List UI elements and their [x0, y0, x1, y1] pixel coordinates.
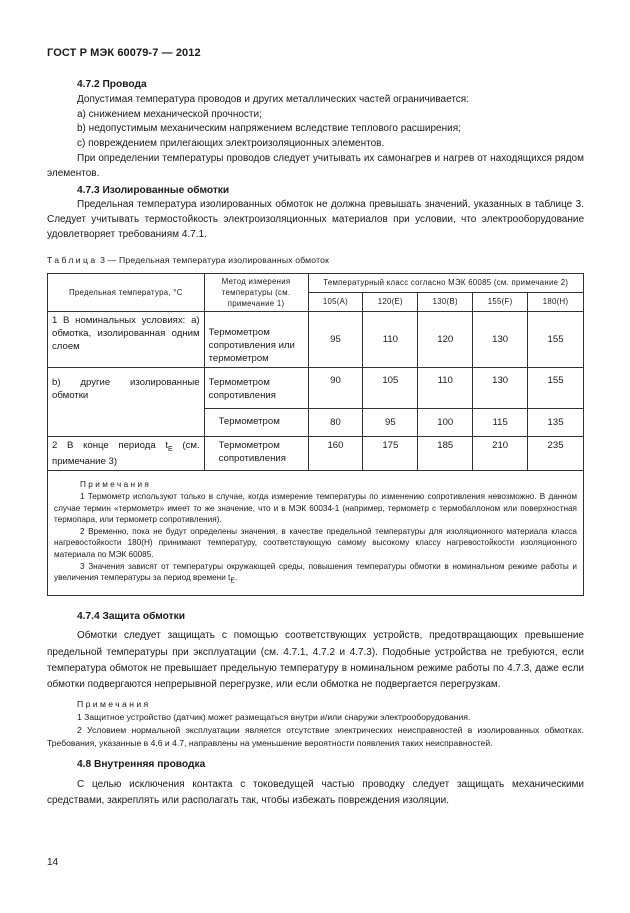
- table-cell: 155: [528, 367, 584, 408]
- list-item-b: b) недопустимым механическим напряжением вследствие теплового расширения;: [77, 123, 461, 135]
- class-header: 180(H): [528, 292, 584, 311]
- row-method: Термометром: [204, 408, 308, 436]
- table-cell: 95: [308, 311, 363, 367]
- section-4-7-4-paragraph: Обмотки следует защищать с помощью соответствующих устройств, предотвращающих превышение предельной температуры при эксплуатации (см. 4.7.1, 4.7.2 и 4.7.3). Подобные устройства не требуются, если температура обмоток не превышает предельную температуру в номинальном режиме работы по 4.7.3, даже если обмотки подвергаются непрерывной перегрузке, или если обмотка не подвергается перегрузкам.: [47, 630, 584, 691]
- note-1: 1 Защитное устройство (датчик) может размещаться внутри и/или снаружи электрооборудования.: [77, 712, 471, 723]
- page-number: 14: [47, 857, 59, 868]
- table-cell: 115: [473, 408, 528, 436]
- row-condition: [48, 436, 205, 471]
- header-limit-temperature: Предельная температура, °С: [48, 273, 205, 311]
- table-cell: 120: [418, 311, 473, 367]
- row-condition: 1 В номинальных условиях: а) обмотка, изолированная одним слоем: [48, 311, 205, 367]
- note-2: 2 Условием нормальной эксплуатации является отсутствие электрических неисправностей в изолированных обмотках. Требования, указанные в 4.6 и 4.7, направлены на уменьшение вероятности появления таких неисправностей.: [47, 725, 584, 749]
- subscript-e: E: [230, 577, 235, 585]
- table-caption: [47, 253, 584, 268]
- table-note-3: [54, 561, 577, 588]
- page-header: ГОСТ Р МЭК 60079-7 — 2012: [47, 47, 201, 59]
- class-header: 155(F): [473, 292, 528, 311]
- section-4-8-title: 4.8 Внутренняя проводка: [77, 759, 206, 771]
- row-method: Термометром сопротивления: [204, 436, 308, 471]
- table-notes: [48, 471, 584, 596]
- section-4-7-3-title: 4.7.3 Изолированные обмотки: [77, 184, 230, 196]
- table-cell: 110: [363, 311, 418, 367]
- list-item-c: с) повреждением прилегающих электроизоляционных элементов.: [77, 138, 385, 150]
- page-content: [47, 78, 584, 809]
- section-4-7-2-title: 4.7.2 Провода: [77, 79, 147, 90]
- table-cell: 185: [418, 436, 473, 471]
- header-measurement-method: Метод измерения температуры (см. примечание 1): [204, 273, 308, 311]
- row-method: Термометром сопротивления: [204, 367, 308, 408]
- table-notes-title: Примечания: [80, 480, 152, 490]
- table-cell: 160: [308, 436, 363, 471]
- section-4-7-4-notes: [47, 698, 584, 750]
- table-caption-word: Таблица: [47, 254, 98, 265]
- section-4-7-2-paragraph: При определении температуры проводов следует учитывать их самонагрев и нагрев от находящихся рядом элементов.: [47, 152, 584, 179]
- temperature-table: [47, 273, 584, 597]
- row-method: Термометром сопротивления или термометром: [204, 311, 308, 367]
- row-condition-text: (см. примечание 3): [52, 439, 200, 468]
- class-header: 120(E): [363, 292, 418, 311]
- notes-title: Примечания: [77, 699, 151, 710]
- table-cell: 90: [308, 367, 363, 408]
- list-item-a: а) снижением механической прочности;: [77, 108, 262, 120]
- table-cell: 210: [473, 436, 528, 471]
- table-note-2: 2 Временно, пока не будут определены значения, в качестве предельной температуры для изоляционного материала класса нагревостойкости 180(H) принимают температуру, соответствующую самому высокому классу нагревостойкости изоляционного материала по МЭК 60085.: [54, 526, 577, 560]
- section-4-8-paragraph: С целью исключения контакта с токоведущей частью проводку следует защищать механическими средствами, закреплять или располагать так, чтобы избежать повреждения изоляции.: [47, 779, 584, 807]
- table-note-3-text: 3 Значения зависят от температуры окружающей среды, повышения температуры обмотки в номинальном режиме работы и увеличения температуры за период времени t: [54, 561, 577, 583]
- table-cell: 130: [473, 311, 528, 367]
- section-4-7-4-title: 4.7.4 Защита обмотки: [77, 611, 185, 623]
- table-cell: 110: [418, 367, 473, 408]
- table-cell: 155: [528, 311, 584, 367]
- section-4-7-2-intro: Допустимая температура проводов и других металлических частей ограничивается:: [77, 93, 469, 105]
- row-condition-text: 2 В конце периода t: [52, 439, 169, 451]
- table-cell: 105: [363, 367, 418, 408]
- section-4-7-3-paragraph: Предельная температура изолированных обмоток не должна превышать значений, указанных в таблице 3. Следует учитывать термостойкость электроизоляционных материалов при условии, что электрооборудование удовлетворяет требованиям 4.7.1.: [47, 199, 584, 240]
- table-cell: 175: [363, 436, 418, 471]
- table-note-1: 1 Термометр используют только в случае, когда измерение температуры по изменению сопротивления невозможно. В данном случае термин «термометр» имеет то же значение, что и в МЭК 60034-1 (например, термометр с термобаллоном или поверхностная термопара, или термометр сопротивления).: [54, 492, 577, 525]
- subscript-e: E: [168, 445, 173, 453]
- table-cell: 235: [528, 436, 584, 471]
- table-cell: 135: [528, 408, 584, 436]
- table-cell: 80: [308, 408, 363, 436]
- table-caption-text: 3 — Предельная температура изолированных обмоток: [100, 254, 330, 265]
- row-condition: b) другие изолированные обмотки: [48, 367, 205, 436]
- header-temperature-class: Температурный класс согласно МЭК 60085 (см. примечание 2): [308, 273, 583, 292]
- table-cell: 95: [363, 408, 418, 436]
- table-cell: 100: [418, 408, 473, 436]
- table-note-3-end: .: [235, 573, 238, 583]
- table-cell: 130: [473, 367, 528, 408]
- class-header: 130(B): [418, 292, 473, 311]
- class-header: 105(A): [308, 292, 363, 311]
